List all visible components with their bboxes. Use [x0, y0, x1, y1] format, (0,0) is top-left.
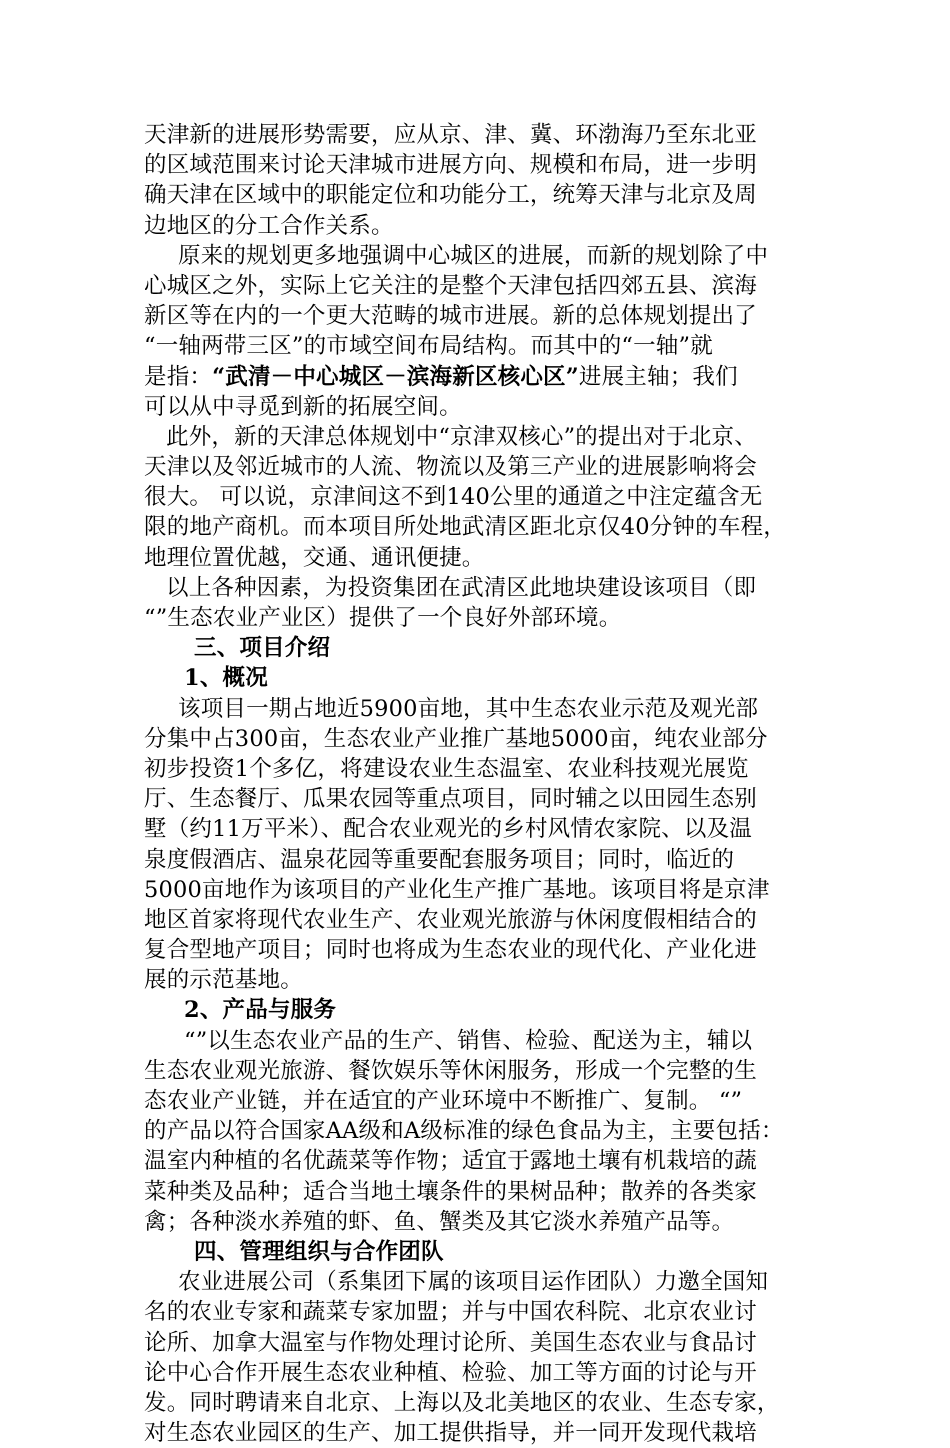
text-line: 原来的规划更多地强调中心城区的进展，而新的规划除了中	[178, 242, 769, 269]
text-line: “一轴两带三区”的市域空间布局结构。而其中的“一轴”就	[144, 333, 713, 360]
text-line: 此外，新的天津总体规划中“京津双核心”的提出对于北京、	[166, 423, 757, 450]
text-line: 新区等在内的一个更大范畴的城市进展。新的总体规划提出了	[144, 303, 757, 330]
text-line: 天津以及邻近城市的人流、物流以及第三产业的进展影响将会	[144, 454, 757, 481]
section-heading: 四、管理组织与合作团队	[194, 1238, 444, 1265]
subsection-heading: 2、产品与服务	[184, 997, 337, 1024]
text-line: 的产品以符合国家AA级和A级标准的绿色食品为主，主要包括：	[144, 1118, 784, 1145]
text-line: 禽；各种淡水养殖的虾、鱼、蟹类及其它淡水养殖产品等。	[144, 1208, 735, 1235]
document-page	[144, 120, 810, 1448]
text-line-mixed	[144, 362, 810, 392]
text-line: 地区首家将现代农业生产、农业观光旅游与休闲度假相结合的	[144, 906, 757, 933]
text-line: 名的农业专家和蔬菜专家加盟；并与中国农科院、北京农业讨	[144, 1299, 757, 1326]
text-line: 确天津在区域中的职能定位和功能分工，统筹天津与北京及周	[144, 182, 757, 209]
text-line: 展的示范基地。	[144, 967, 303, 994]
text-line: 5000亩地作为该项目的产业化生产推广基地。该项目将是京津	[144, 876, 770, 903]
text-line: 心城区之外，实际上它关注的是整个天津包括四郊五县、滨海	[144, 272, 757, 299]
text-line: 该项目一期占地近5900亩地，其中生态农业示范及观光部	[178, 695, 759, 722]
section-heading: 三、项目介绍	[194, 635, 331, 662]
text-line: 菜种类及品种；适合当地土壤条件的果树品种；散养的各类家	[144, 1178, 757, 1205]
text-line: 分集中占300亩，生态农业产业推广基地5000亩，纯农业部分	[144, 725, 768, 752]
text-line: 论中心合作开展生态农业种植、检验、加工等方面的讨论与开	[144, 1359, 757, 1386]
text-line: 初步投资1个多亿，将建设农业生态温室、农业科技观光展览	[144, 755, 749, 782]
text-line: 泉度假酒店、温泉花园等重要配套服务项目；同时，临近的	[144, 846, 735, 873]
text-line: 很大。 可以说，京津间这不到140公里的通道之中注定蕴含无	[144, 484, 763, 511]
text-line: 复合型地产项目；同时也将成为生态农业的现代化、产业化进	[144, 937, 757, 964]
text-line: 墅（约11万平米）、配合农业观光的乡村风情农家院、以及温	[144, 816, 752, 843]
text-line: 限的地产商机。而本项目所处地武清区距北京仅40分钟的车程，	[144, 514, 786, 541]
text-line: 边地区的分工合作关系。	[144, 212, 394, 239]
text-line: “”生态农业产业区）提供了一个良好外部环境。	[144, 605, 622, 631]
text-line: 生态农业观光旅游、餐饮娱乐等休闲服务，形成一个完整的生	[144, 1057, 757, 1084]
text-line: 对生态农业园区的生产、加工提供指导，并一同开发现代栽培	[144, 1420, 757, 1447]
text-line: “”以生态农业产品的生产、销售、检验、配送为主，辅以	[184, 1027, 753, 1054]
text-line: 地理位置优越，交通、通讯便捷。	[144, 544, 485, 571]
subsection-heading: 1、概况	[184, 665, 268, 692]
axis-name-emphasis: “武清－中心城区－滨海新区核心区”	[212, 363, 579, 390]
text-segment: 是指：	[144, 363, 213, 390]
text-segment: 进展主轴；我们	[578, 363, 738, 390]
text-line: 发。同时聘请来自北京、上海以及北美地区的农业、生态专家，	[144, 1389, 780, 1416]
text-line: 天津新的进展形势需要，应从京、津、冀、环渤海乃至东北亚	[144, 122, 757, 148]
text-line: 厅、生态餐厅、瓜果农园等重点项目，同时辅之以田园生态别	[144, 786, 757, 813]
text-line: 以上各种因素，为投资集团在武清区此地块建设该项目（即	[166, 574, 757, 601]
text-line: 农业进展公司（系集团下属的该项目运作团队）力邀全国知	[178, 1269, 769, 1296]
text-line: 温室内种植的名优蔬菜等作物；适宜于露地土壤有机栽培的蔬	[144, 1148, 757, 1175]
text-line: 可以从中寻觅到新的拓展空间。	[144, 393, 462, 420]
text-line: 论所、加拿大温室与作物处理讨论所、美国生态农业与食品讨	[144, 1329, 757, 1356]
text-line: 态农业产业链，并在适宜的产业环境中不断推广、复制。 “”	[144, 1088, 743, 1114]
text-line: 的区域范围来讨论天津城市进展方向、规模和布局，进一步明	[144, 152, 757, 179]
